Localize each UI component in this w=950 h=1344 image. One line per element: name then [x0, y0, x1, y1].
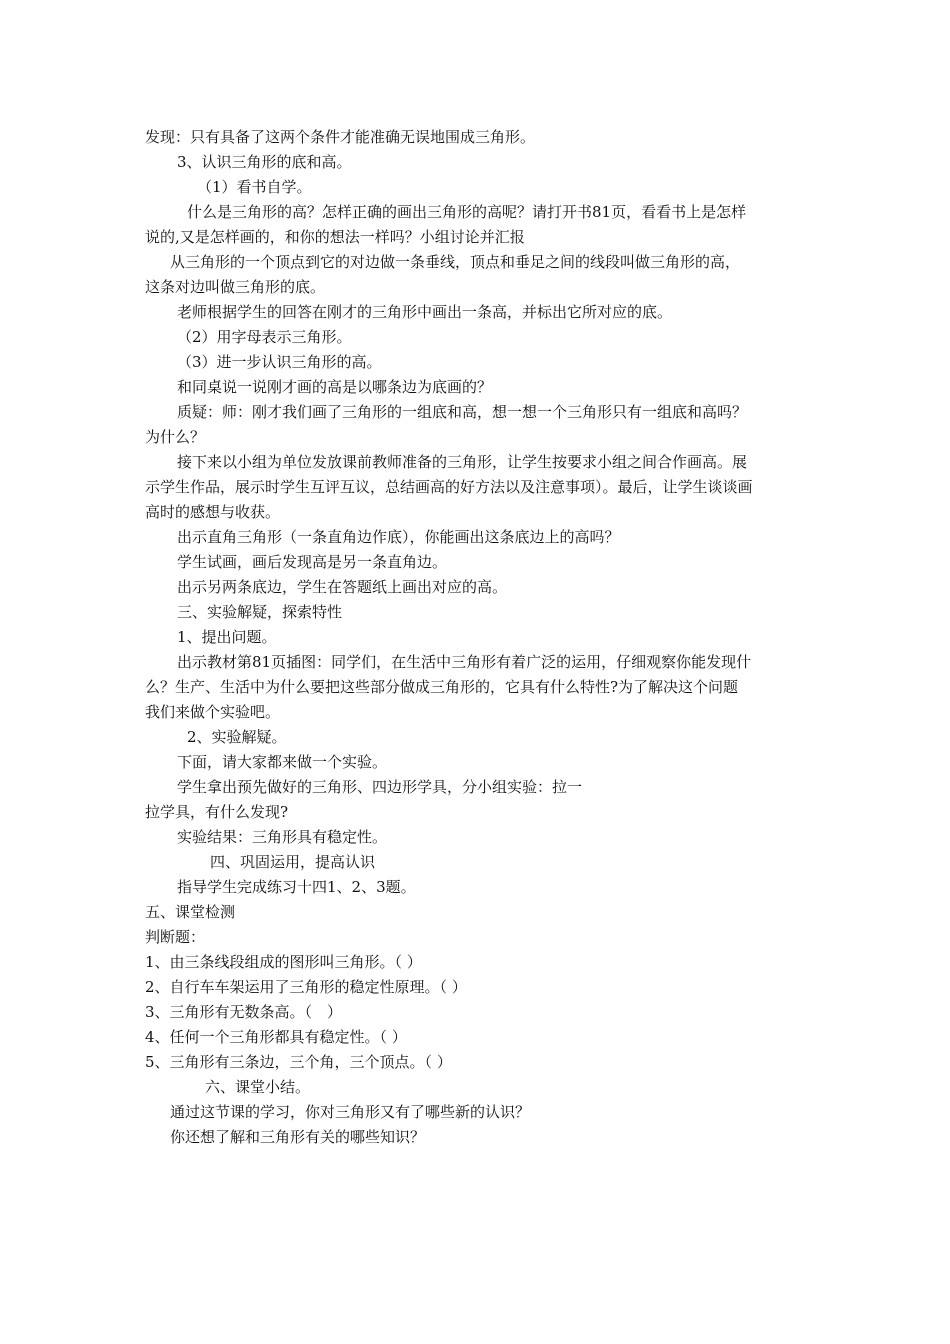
text-line: 指导学生完成练习十四1、2、3题。	[177, 878, 416, 896]
text-line: 示学生作品，展示时学生互评互议，总结画高的好方法以及注意事项）。最后，让学生谈谈画	[145, 478, 753, 496]
quiz-item: 4、任何一个三角形都具有稳定性。（ ）	[145, 1028, 407, 1046]
section-heading: 五、课堂检测	[145, 903, 236, 921]
sub-heading: （2）用字母表示三角形。	[177, 328, 352, 346]
sub-heading: （3）进一步认识三角形的高。	[177, 353, 382, 371]
text-line: 出示直角三角形（一条直角边作底），你能画出这条底边上的高吗？	[177, 528, 620, 546]
section-heading: 三、实验解疑，探索特性	[177, 603, 343, 621]
text-line: 质疑：师：刚才我们画了三角形的一组底和高，想一想一个三角形只有一组底和高吗？	[177, 403, 748, 421]
text-line: 什么是三角形的高？怎样正确的画出三角形的高呢？请打开书81页，看看书上是怎样	[187, 203, 747, 221]
text-line: 下面，请大家都来做一个实验。	[177, 753, 388, 771]
text-line: 学生拿出预先做好的三角形、四边形学具，分小组实验：拉一	[177, 778, 583, 796]
text-line: 老师根据学生的回答在刚才的三角形中画出一条高，并标出它所对应的底。	[177, 303, 673, 321]
quiz-item: 3、三角形有无数条高。（ ）	[145, 1003, 343, 1021]
text-line: 判断题：	[145, 928, 206, 946]
section-heading: 四、巩固运用，提高认识	[210, 853, 376, 871]
text-line: 么？生产、生活中为什么要把这些部分做成三角形的，它具有什么特性?为了解决这个问题	[145, 678, 739, 696]
text-line: 学生试画，画后发现高是另一条直角边。	[177, 553, 448, 571]
text-line: 出示教材第81页插图：同学们，在生活中三角形有着广泛的运用，仔细观察你能发现什	[177, 653, 752, 671]
text-line: 拉学具，有什么发现?	[145, 803, 289, 821]
text-line: 出示另两条底边，学生在答题纸上画出对应的高。	[177, 578, 508, 596]
text-line: 实验结果：三角形具有稳定性。	[177, 828, 388, 846]
section-heading: 六、课堂小结。	[205, 1078, 311, 1096]
quiz-item: 1、由三条线段组成的图形叫三角形。（ ）	[145, 953, 422, 971]
sub-heading: 2、实验解疑。	[187, 728, 287, 746]
text-line: 接下来以小组为单位发放课前教师准备的三角形，让学生按要求小组之间合作画高。展	[177, 453, 748, 471]
text-line: 这条对边叫做三角形的底。	[145, 278, 326, 296]
text-line: 通过这节课的学习，你对三角形又有了哪些新的认识？	[170, 1103, 531, 1121]
quiz-item: 2、自行车车架运用了三角形的稳定性原理。（ ）	[145, 978, 467, 996]
section-heading: 3、认识三角形的底和高。	[177, 153, 352, 171]
quiz-item: 5、三角形有三条边，三个角，三个顶点。（ ）	[145, 1053, 452, 1071]
text-line: 发现：只有具备了这两个条件才能准确无误地围成三角形。	[145, 128, 536, 146]
text-line: 我们来做个实验吧。	[145, 703, 281, 721]
text-line: 你还想了解和三角形有关的哪些知识？	[170, 1128, 426, 1146]
text-line: 高时的感想与收获。	[145, 503, 281, 521]
text-line: 和同桌说一说刚才画的高是以哪条边为底画的？	[177, 378, 493, 396]
sub-heading: （1）看书自学。	[197, 178, 312, 196]
sub-heading: 1、提出问题。	[177, 628, 277, 646]
text-line: 说的,又是怎样画的，和你的想法一样吗？小组讨论并汇报	[145, 228, 525, 246]
text-line: 从三角形的一个顶点到它的对边做一条垂线，顶点和垂足之间的线段叫做三角形的高，	[170, 253, 741, 271]
text-line: 为什么？	[145, 428, 206, 446]
